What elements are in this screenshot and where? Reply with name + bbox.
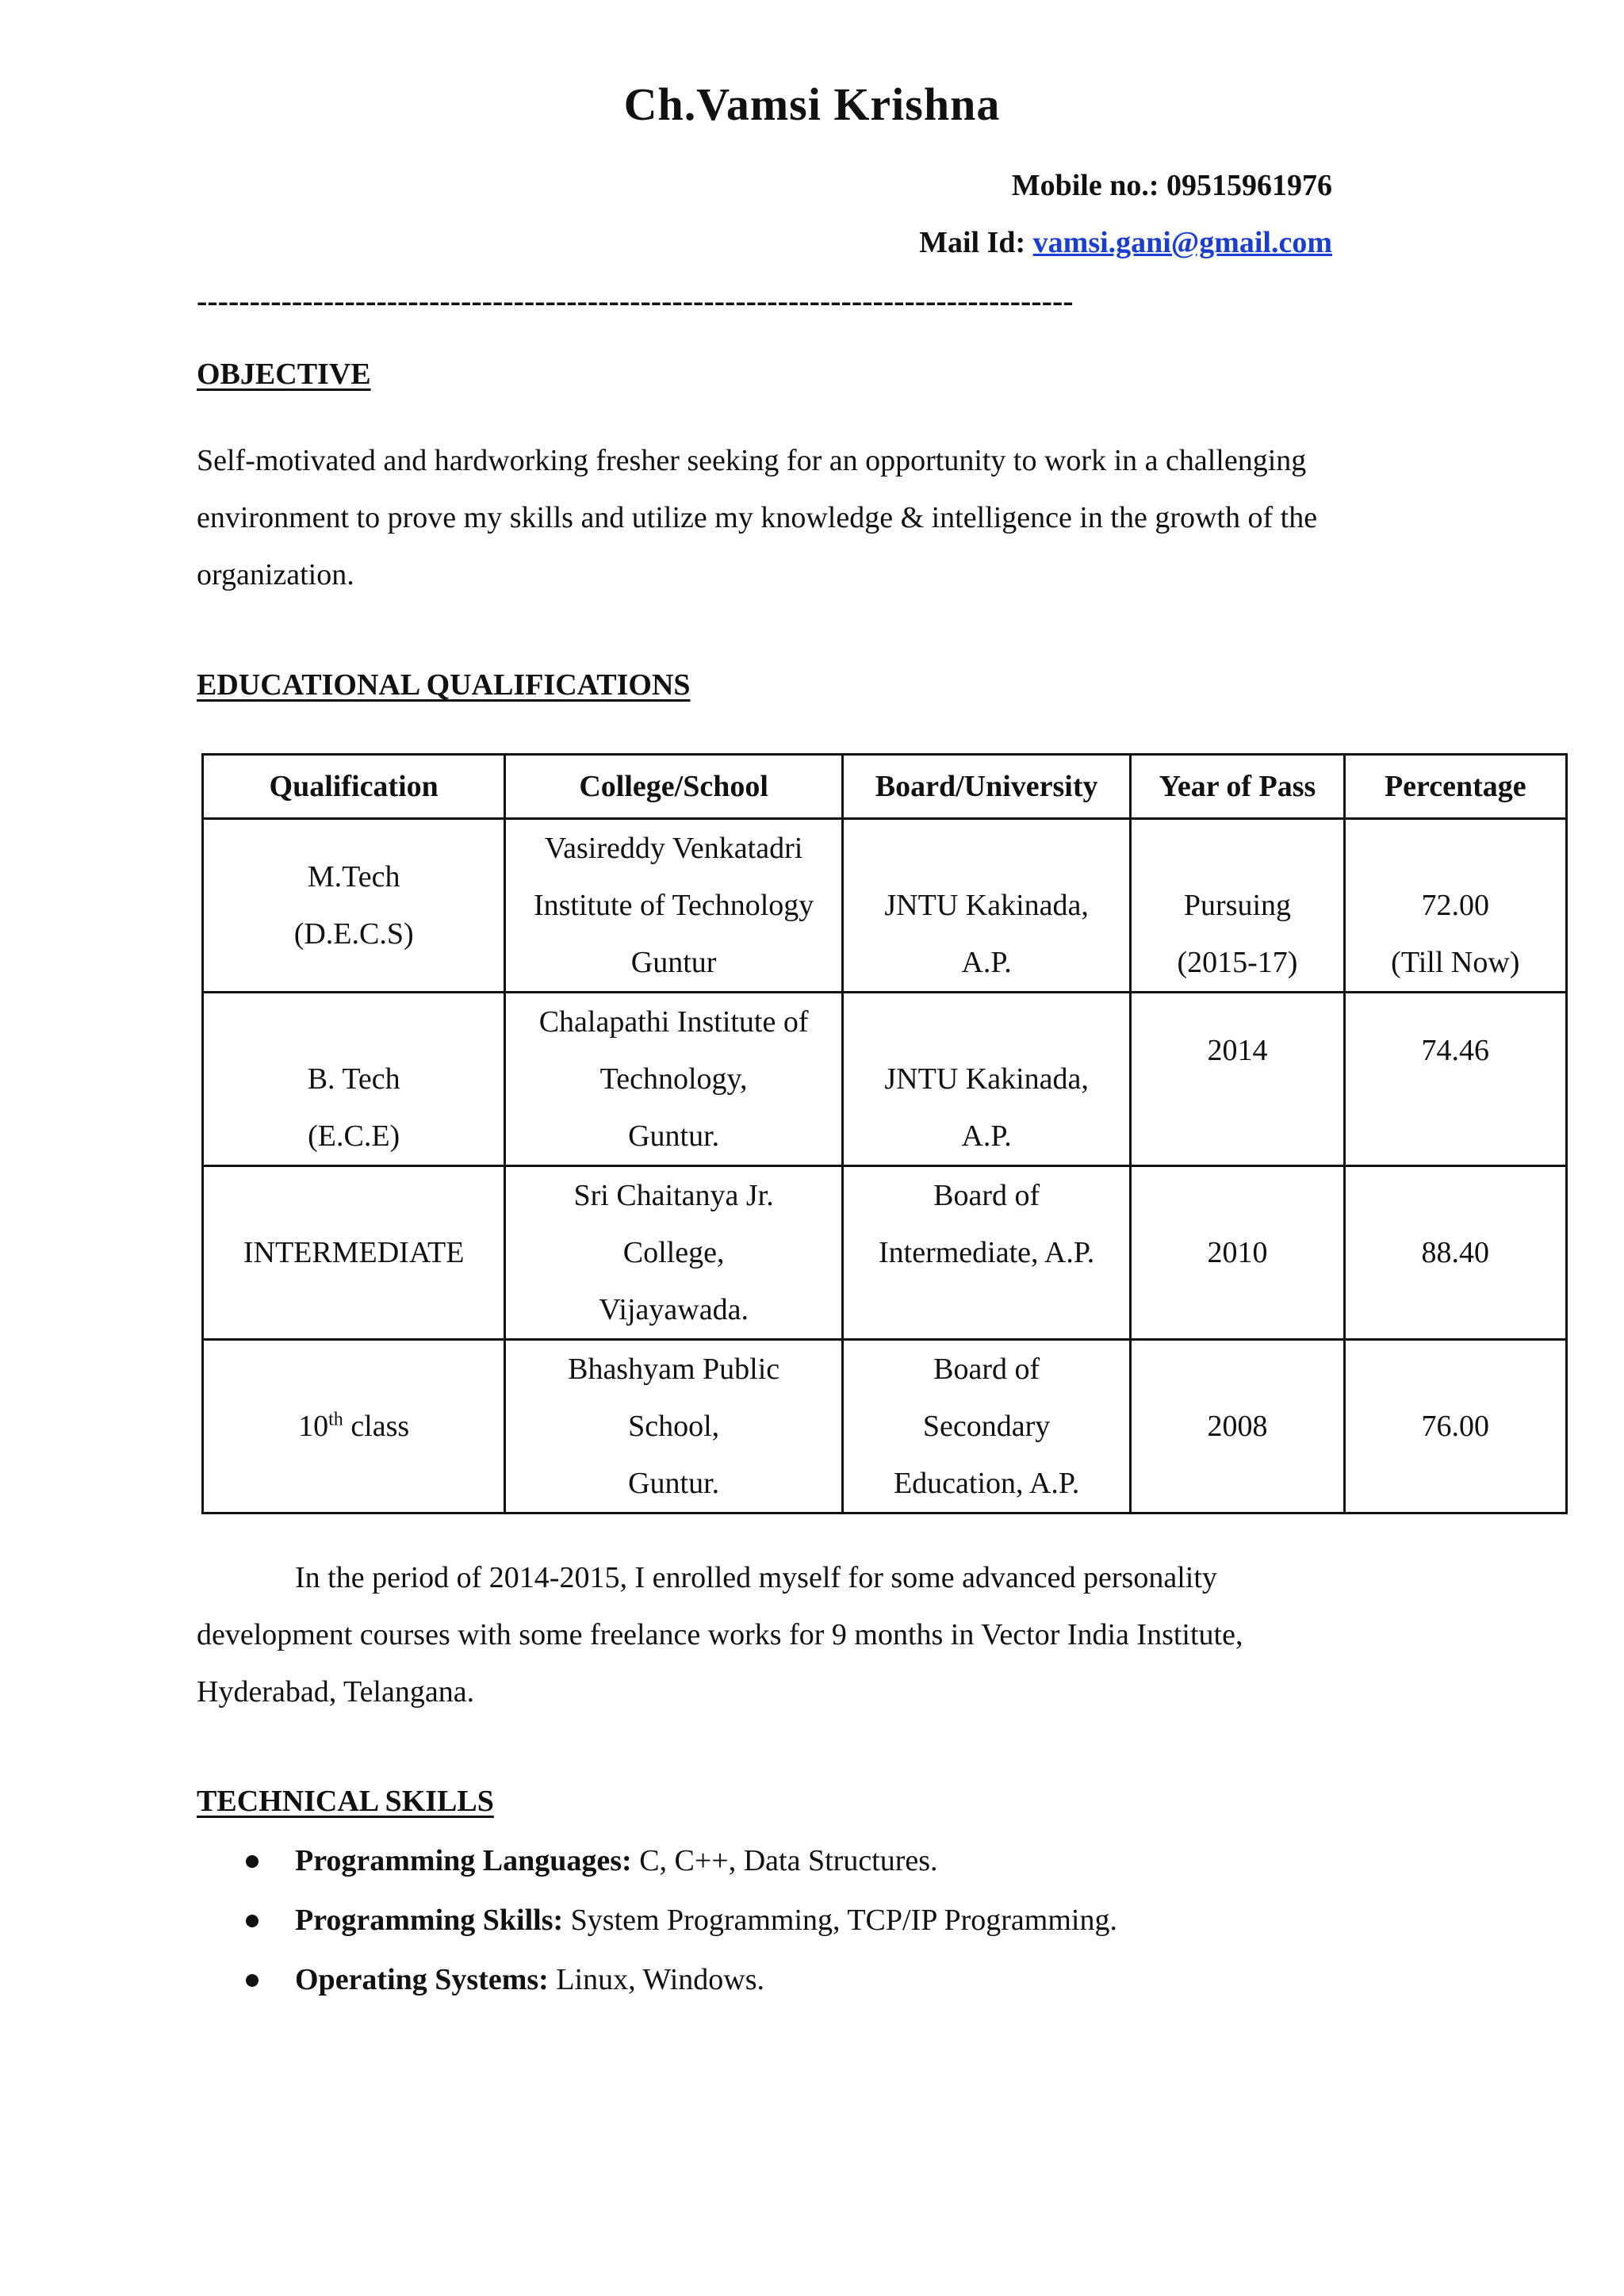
- cell-line: Board of: [933, 1179, 1040, 1212]
- column-header: Board/University: [842, 755, 1130, 819]
- mail-line: [919, 225, 1332, 260]
- board-cell: [842, 1166, 1130, 1340]
- qualification-cell: [203, 819, 505, 993]
- ordinal-number: 10: [298, 1410, 329, 1443]
- cell-line: (Till Now): [1391, 946, 1520, 979]
- email-link[interactable]: vamsi.gani@gmail.com: [1032, 226, 1332, 259]
- list-item: [238, 1891, 1117, 1950]
- cell-line: 2008: [1207, 1410, 1268, 1443]
- cell-line: Education, A.P.: [893, 1467, 1080, 1500]
- table-row: [203, 1166, 1567, 1340]
- table-header-row: [203, 755, 1567, 819]
- cell-line: 88.40: [1421, 1236, 1490, 1269]
- cell-line: Guntur: [630, 946, 717, 979]
- mail-label: Mail Id:: [919, 226, 1026, 259]
- mobile-label: Mobile no.:: [1011, 169, 1159, 202]
- board-cell: [842, 819, 1130, 993]
- table-row: [203, 819, 1567, 993]
- college-cell: [505, 1340, 843, 1513]
- table-row: [203, 993, 1567, 1166]
- cell-line: Chalapathi Institute of: [538, 1005, 809, 1039]
- candidate-name: Ch.Vamsi Krishna: [623, 78, 1001, 130]
- cell-line: 2014: [1207, 1034, 1268, 1067]
- cell-line: Pursuing: [1183, 889, 1292, 922]
- cell-line: 76.00: [1421, 1410, 1490, 1443]
- cell-line: Sri Chaitanya Jr.: [573, 1179, 774, 1212]
- bullet-icon: [246, 1915, 259, 1927]
- list-item: [238, 1831, 1117, 1891]
- cell-line: Institute of Technology: [533, 889, 814, 922]
- cell-line: Guntur.: [628, 1119, 720, 1153]
- year-cell: [1131, 1340, 1344, 1513]
- skills-list: [238, 1831, 1117, 2010]
- cell-line: Guntur.: [628, 1467, 720, 1500]
- objective-heading: OBJECTIVE: [197, 358, 371, 391]
- cell-line: Board of: [933, 1353, 1040, 1386]
- mobile-line: [1012, 168, 1332, 203]
- cell-line: (2015-17): [1177, 946, 1298, 979]
- year-cell: [1131, 819, 1344, 993]
- percentage-cell: [1344, 819, 1566, 993]
- cell-line: INTERMEDIATE: [243, 1236, 465, 1269]
- column-header: Qualification: [203, 755, 505, 819]
- qualification-cell: [203, 1340, 505, 1513]
- cell-line: (D.E.C.S): [293, 917, 414, 951]
- cell-line: Technology,: [599, 1062, 748, 1096]
- cell-line: M.Tech: [307, 860, 400, 894]
- college-cell: [505, 819, 843, 993]
- skill-label: Programming Skills:: [295, 1904, 564, 1937]
- objective-line: Self-motivated and hardworking fresher seeking for an opportunity to work in a challenging: [197, 444, 1307, 477]
- cell-line: 74.46: [1421, 1034, 1490, 1067]
- year-cell: [1131, 1166, 1344, 1340]
- cell-line: JNTU Kakinada,: [884, 889, 1089, 922]
- skill-value: C, C++, Data Structures.: [631, 1844, 938, 1877]
- bullet-icon: [246, 1855, 259, 1868]
- cell-line: (E.C.E): [308, 1119, 400, 1153]
- skill-value: Linux, Windows.: [548, 1963, 765, 1996]
- cell-line: College,: [622, 1236, 725, 1269]
- qualification-cell: [203, 993, 505, 1166]
- column-header: Year of Pass: [1131, 755, 1344, 819]
- skills-heading: TECHNICAL SKILLS: [197, 1785, 494, 1818]
- cell-line: 72.00: [1421, 889, 1490, 922]
- cell-line: Bhashyam Public: [568, 1353, 780, 1386]
- education-heading: EDUCATIONAL QUALIFICATIONS: [197, 668, 691, 702]
- cell-line: 2010: [1207, 1236, 1268, 1269]
- cell-line: [204, 1398, 504, 1455]
- column-header: Percentage: [1344, 755, 1566, 819]
- skill-value: System Programming, TCP/IP Programming.: [563, 1904, 1117, 1937]
- cell-line: JNTU Kakinada,: [884, 1062, 1089, 1096]
- qualification-cell: [203, 1166, 505, 1340]
- class-text: class: [343, 1410, 410, 1443]
- skill-label: Programming Languages:: [295, 1844, 632, 1877]
- college-cell: [505, 993, 843, 1166]
- cell-line: B. Tech: [307, 1062, 400, 1096]
- list-item: [238, 1950, 1117, 2010]
- board-cell: [842, 993, 1130, 1166]
- cell-line: Vijayawada.: [599, 1293, 749, 1326]
- cell-line: A.P.: [961, 1119, 1012, 1153]
- note-line: development courses with some freelance works for 9 months in Vector India Institute,: [197, 1618, 1243, 1651]
- percentage-cell: [1344, 1166, 1566, 1340]
- objective-line: environment to prove my skills and utilize my knowledge & intelligence in the growth of the: [197, 501, 1318, 534]
- cell-line: Vasireddy Venkatadri: [544, 832, 803, 865]
- mobile-number: 09515961976: [1166, 169, 1332, 202]
- ordinal-suffix: th: [328, 1409, 343, 1430]
- college-cell: [505, 1166, 843, 1340]
- education-table: [201, 753, 1568, 1514]
- board-cell: [842, 1340, 1130, 1513]
- objective-text: [197, 432, 1434, 603]
- period-note: [197, 1549, 1434, 1720]
- note-line: In the period of 2014-2015, I enrolled myself for some advanced personality: [295, 1561, 1217, 1594]
- note-line: Hyderabad, Telangana.: [197, 1675, 475, 1709]
- cell-line: Intermediate, A.P.: [878, 1236, 1095, 1269]
- bullet-icon: [246, 1974, 259, 1987]
- skill-label: Operating Systems:: [295, 1963, 549, 1996]
- percentage-cell: [1344, 1340, 1566, 1513]
- table-row: [203, 1340, 1567, 1513]
- cell-line: Secondary: [922, 1410, 1051, 1443]
- year-cell: [1131, 993, 1344, 1166]
- cell-line: School,: [628, 1410, 720, 1443]
- cell-line: A.P.: [961, 946, 1012, 979]
- percentage-cell: [1344, 993, 1566, 1166]
- objective-line: organization.: [197, 558, 354, 591]
- divider-line: -----------------------------------------------------------------------------------: [197, 283, 1074, 319]
- column-header: College/School: [505, 755, 843, 819]
